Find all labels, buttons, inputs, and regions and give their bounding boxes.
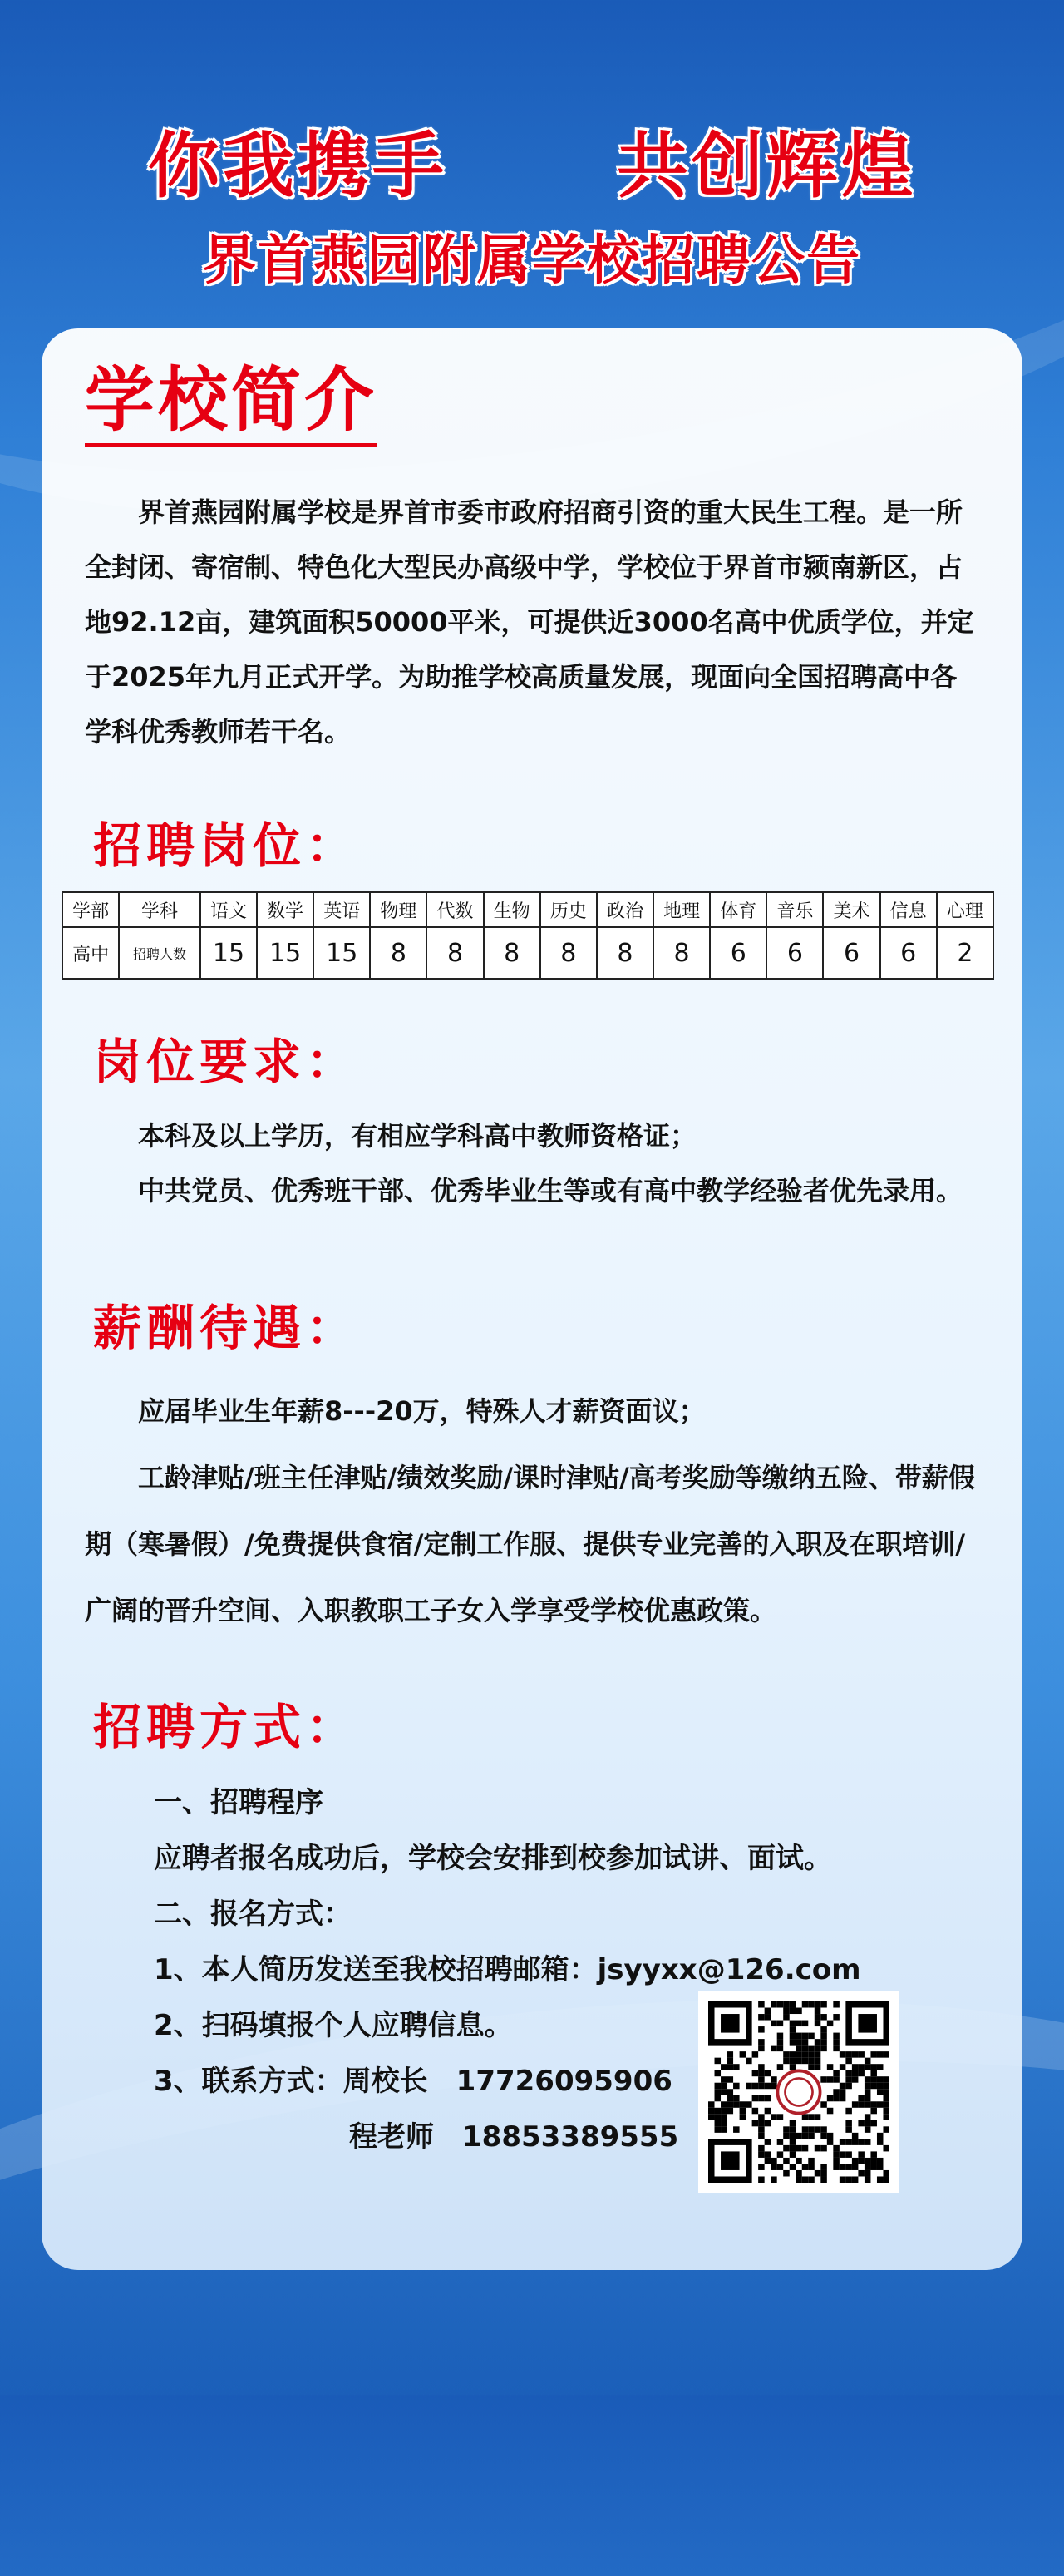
requirements-text	[85, 1108, 979, 1218]
table-header-cell: 学部	[62, 892, 119, 927]
table-cell: 15	[200, 927, 257, 979]
table-header-cell: 心理	[937, 892, 993, 927]
table-cell: 8	[426, 927, 483, 979]
poster-title: 界首燕园附属学校招聘公告	[203, 230, 861, 292]
method-item: 程老师 18853389555	[349, 2120, 679, 2154]
table-header-cell: 政治	[597, 892, 653, 927]
table-cell: 6	[710, 927, 766, 979]
table-cell: 高中	[62, 927, 119, 979]
method-item: 3、联系方式：周校长 17726095906	[154, 2065, 672, 2098]
content-panel	[42, 328, 1022, 2270]
table-cell: 6	[823, 927, 879, 979]
table-cell: 8	[484, 927, 540, 979]
salary-line: 应届毕业生年薪8---20万，特殊人才薪资面议；	[138, 1395, 706, 1427]
table-cell: 8	[653, 927, 710, 979]
recruit-table	[62, 891, 994, 980]
table-cell: 8	[370, 927, 426, 979]
table-header-cell: 数学	[257, 892, 313, 927]
method-item: 1、本人简历发送至我校招聘邮箱：jsyyxx@126.com	[154, 1953, 861, 1986]
table-cell: 6	[766, 927, 823, 979]
slogan: 你我携手 共创辉煌	[148, 125, 916, 208]
table-header-cell: 物理	[370, 892, 426, 927]
requirements-heading: 岗位要求：	[93, 1034, 360, 1090]
table-row	[62, 927, 993, 979]
method-step-title: 二、报名方式：	[154, 1897, 352, 1931]
table-header-cell: 学科	[119, 892, 200, 927]
requirement-line: 中共党员、优秀班干部、优秀毕业生等或有高中教学经验者优先录用。	[138, 1175, 963, 1207]
table-cell: 8	[597, 927, 653, 979]
intro-heading: 学校简介	[85, 362, 377, 447]
table-cell: 6	[880, 927, 937, 979]
method-item: 2、扫码填报个人应聘信息。	[154, 2009, 513, 2042]
table-cell: 2	[937, 927, 993, 979]
table-cell: 15	[257, 927, 313, 979]
salary-heading: 薪酬待遇：	[93, 1300, 360, 1356]
intro-text: 界首燕园附属学校是界首市委市政府招商引资的重大民生工程。是一所全封闭、寄宿制、特色化大型民办高级中学，学校位于界首市颍南新区，占地92.12亩，建筑面积50000平米，可提供近3000名高中优质学位，并定于2025年九月正式开学。为助推学校高质量发展，现面向全国招聘高中各学科优秀教师若干名。	[85, 496, 974, 748]
table-header-cell: 语文	[200, 892, 257, 927]
table-header-cell: 生物	[484, 892, 540, 927]
table-cell: 招聘人数	[119, 927, 200, 979]
table-header-cell: 代数	[426, 892, 483, 927]
table-header-cell: 美术	[823, 892, 879, 927]
table-header-cell: 地理	[653, 892, 710, 927]
method-step-title: 一、招聘程序	[154, 1786, 323, 1819]
table-header-cell: 英语	[313, 892, 370, 927]
method-step-text: 应聘者报名成功后，学校会安排到校参加试讲、面试。	[154, 1842, 832, 1875]
table-cell: 15	[313, 927, 370, 979]
salary-line: 工龄津贴/班主任津贴/绩效奖励/课时津贴/高考奖励等缴纳五险、带薪假期（寒暑假）/免费提供食宿/定制工作服、提供专业完善的入职及在职培训/广阔的晋升空间、入职教职工子女入学享受学校优惠政策。	[85, 1462, 975, 1626]
requirement-line: 本科及以上学历，有相应学科高中教师资格证；	[138, 1120, 697, 1152]
positions-heading: 招聘岗位：	[93, 817, 360, 874]
table-header-cell: 历史	[540, 892, 597, 927]
table-cell: 8	[540, 927, 597, 979]
salary-text	[85, 1378, 979, 1644]
intro-paragraph	[85, 485, 979, 759]
qr-code-graphic	[708, 2001, 889, 2183]
table-header-cell: 音乐	[766, 892, 823, 927]
table-header-cell: 体育	[710, 892, 766, 927]
table-header-cell: 信息	[880, 892, 937, 927]
qr-code[interactable]	[698, 1991, 899, 2193]
table-header-row	[62, 892, 993, 927]
method-heading: 招聘方式：	[93, 1699, 360, 1755]
